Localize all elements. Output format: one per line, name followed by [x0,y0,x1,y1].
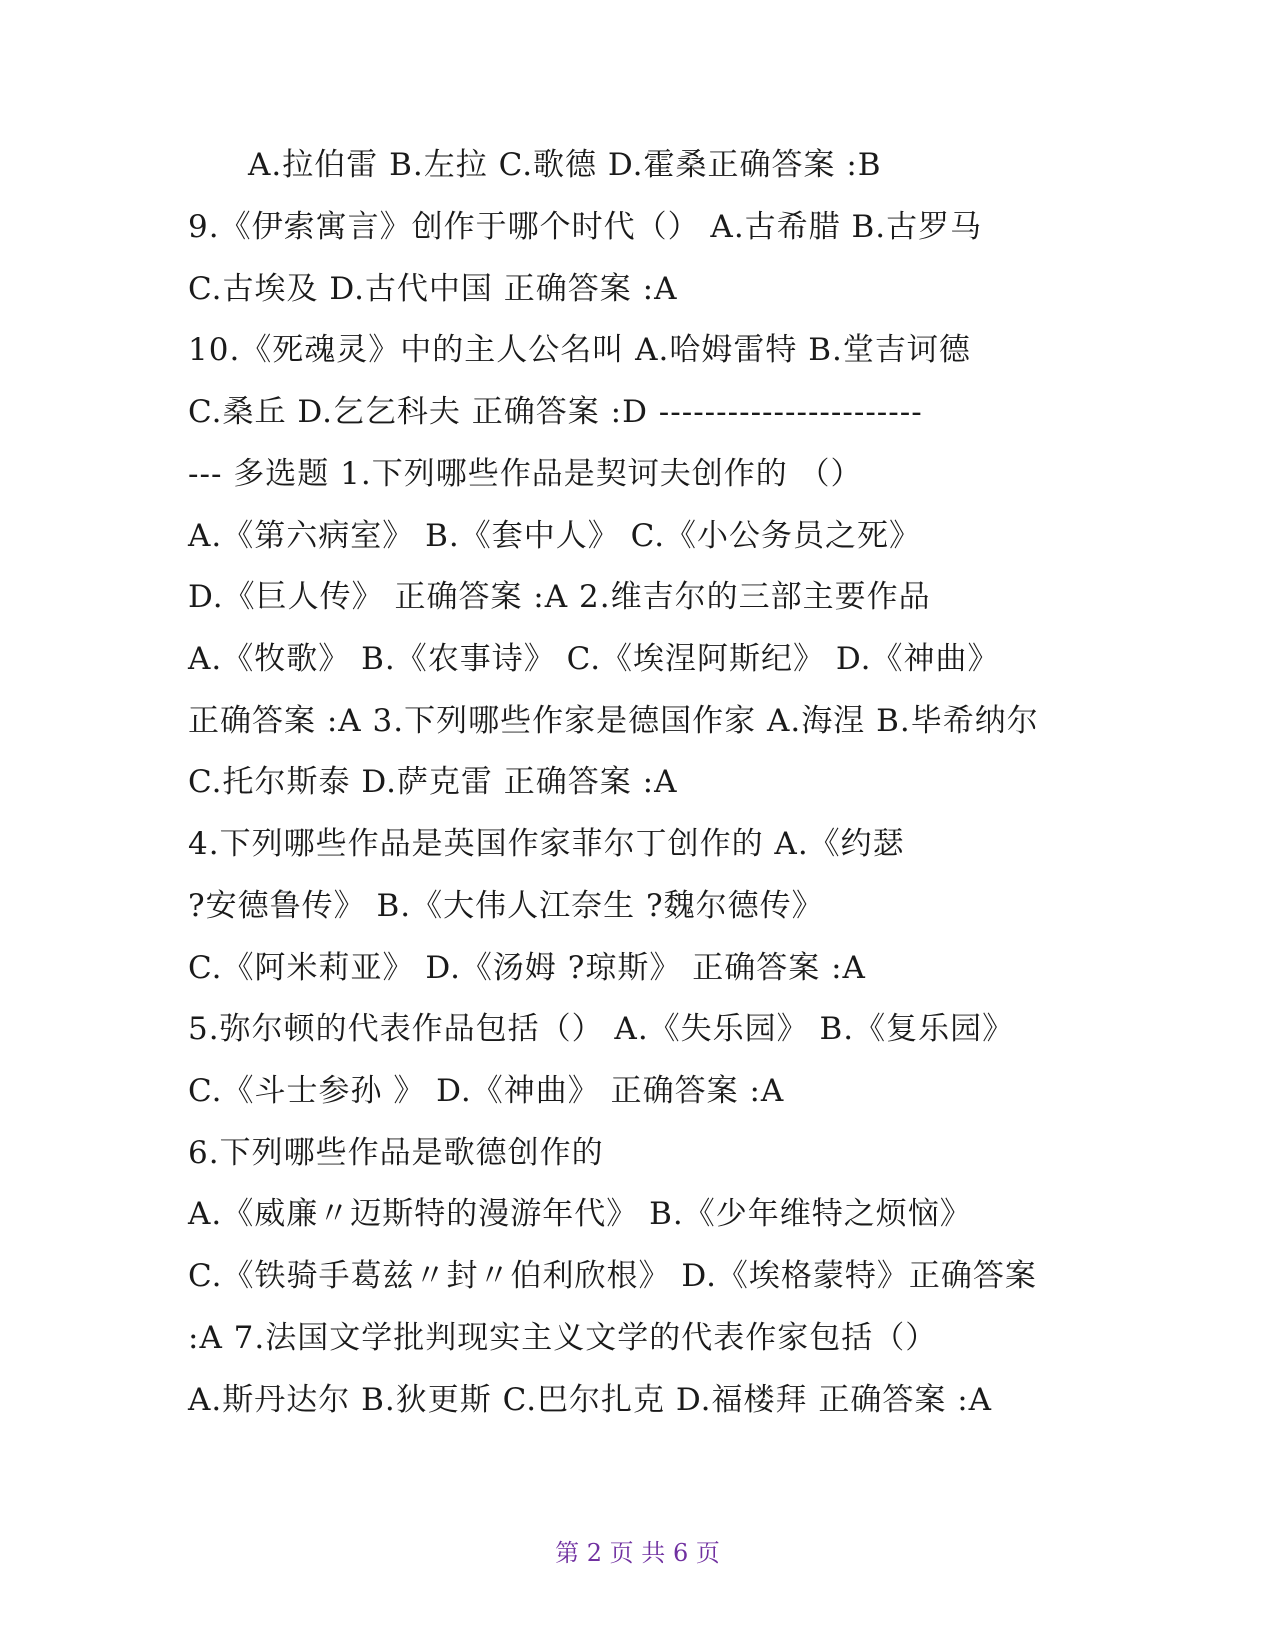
text-line-17: 6.下列哪些作品是歌德创作的 [188,1135,604,1171]
text-line-7: A.《第六病室》 B.《套中人》 C.《小公务员之死》 [188,518,922,554]
text-line-4: 10.《死魂灵》中的主人公名叫 A.哈姆雷特 B.堂吉诃德 [188,332,971,368]
text-line-8: D.《巨人传》 正确答案 :A 2.维吉尔的三部主要作品 [188,579,931,615]
text-line-6: --- 多选题 1.下列哪些作品是契诃夫创作的 （） [188,456,863,492]
text-line-5: C.桑丘 D.乞乞科夫 正确答案 :D ----------------------- [188,394,923,430]
page-number-footer: 第 2 页 共 6 页 [555,1539,720,1567]
text-line-9: A.《牧歌》 B.《农事诗》 C.《埃涅阿斯纪》 D.《神曲》 [188,641,1000,677]
text-line-19: C.《铁骑手葛兹〃封〃伯利欣根》 D.《埃格蒙特》正确答案 [188,1258,1037,1294]
text-line-2: 9.《伊索寓言》创作于哪个时代（） A.古希腊 B.古罗马 [188,209,983,245]
text-line-18: A.《威廉〃迈斯特的漫游年代》 B.《少年维特之烦恼》 [188,1196,972,1232]
text-line-12: 4.下列哪些作品是英国作家菲尔丁创作的 A.《约瑟 [188,826,905,862]
text-line-3: C.古埃及 D.古代中国 正确答案 :A [188,271,678,307]
text-line-14: C.《阿米莉亚》 D.《汤姆 ?琼斯》 正确答案 :A [188,950,866,986]
text-line-13: ?安德鲁传》 B.《大伟人江奈生 ?魏尔德传》 [188,888,824,924]
text-line-15: 5.弥尔顿的代表作品包括（） A.《失乐园》 B.《复乐园》 [188,1011,1015,1047]
text-line-11: C.托尔斯泰 D.萨克雷 正确答案 :A [188,764,678,800]
text-line-10: 正确答案 :A 3.下列哪些作家是德国作家 A.海涅 B.毕希纳尔 [188,703,1039,739]
text-line-21: A.斯丹达尔 B.狄更斯 C.巴尔扎克 D.福楼拜 正确答案 :A [188,1382,993,1418]
text-line-16: C.《斗士参孙 》 D.《神曲》 正确答案 :A [188,1073,785,1109]
text-line-1: A.拉伯雷 B.左拉 C.歌德 D.霍桑正确答案 :B [248,147,882,183]
text-line-20: :A 7.法国文学批判现实主义文学的代表作家包括（） [188,1320,938,1356]
